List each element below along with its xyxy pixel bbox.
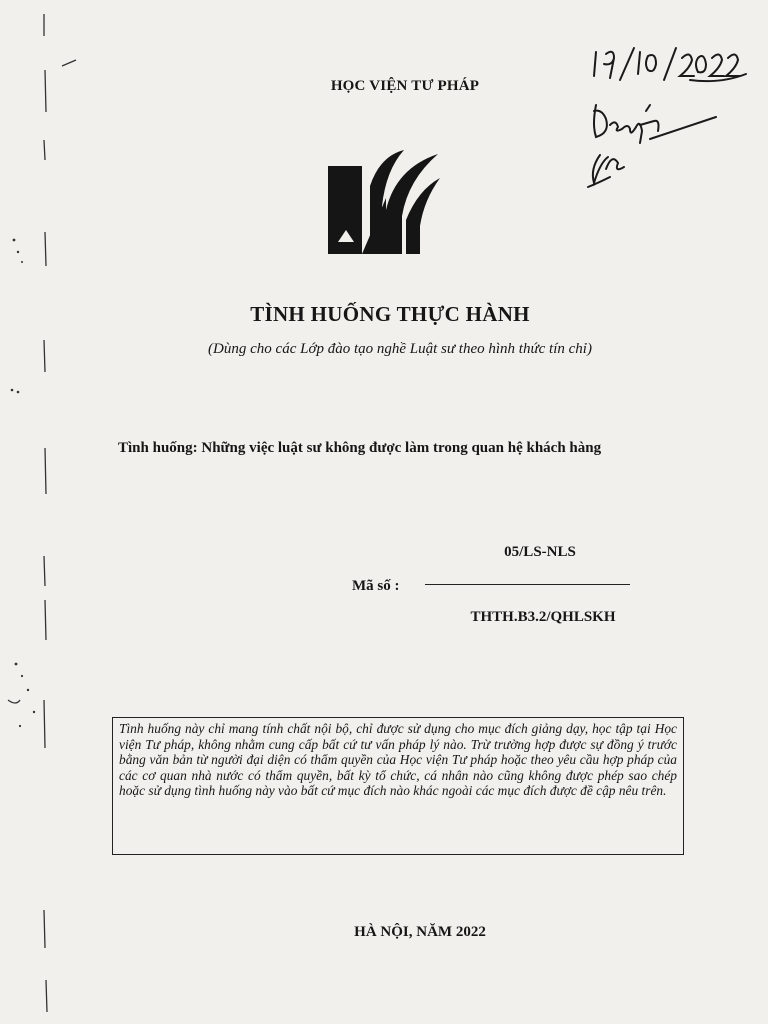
handwritten-signature-icon	[580, 95, 730, 195]
handwritten-date-icon	[590, 40, 750, 90]
code-number-top: 05/LS-NLS	[504, 544, 576, 560]
institution-name: HỌC VIỆN TƯ PHÁP	[330, 78, 480, 94]
code-number-bottom: THTH.B3.2/QHLSKH	[470, 609, 616, 625]
code-label: Mã số :	[352, 578, 400, 594]
place-and-year: HÀ NỘI, NĂM 2022	[354, 924, 486, 940]
confidentiality-notice-text: Tình huống này chỉ mang tính chất nội bộ, chỉ được sử dụng cho mục đích giảng dạy, học tập tại Học viện Tư pháp, không nhằm cung cấp bất cứ tư vấn pháp lý nào. Trừ trường hợp được sự đồng ý trước bằng văn bản từ người đại diện có thẩm quyền của Học viện Tư pháp hoặc theo yêu cầu hợp pháp của các cơ quan nhà nước có thẩm quyền, bất kỳ tổ chức, cá nhân nào cũng không được phép sao chép hoặc sử dụng tình huống này vào bất cứ mục đích nào khác ngoài các mục đích được đề cập nêu trên.	[119, 721, 677, 799]
code-divider-line	[425, 584, 630, 585]
document-subtitle: (Dùng cho các Lớp đào tạo nghề Luật sư theo hình thức tín chỉ)	[208, 341, 592, 357]
confidentiality-notice-box	[112, 717, 684, 855]
academy-logo-icon	[326, 146, 442, 256]
document-title: TÌNH HUỐNG THỰC HÀNH	[250, 302, 530, 326]
case-title: Tình huống: Những việc luật sư không được làm trong quan hệ khách hàng	[118, 440, 602, 456]
scan-margin-marks	[0, 0, 80, 1024]
